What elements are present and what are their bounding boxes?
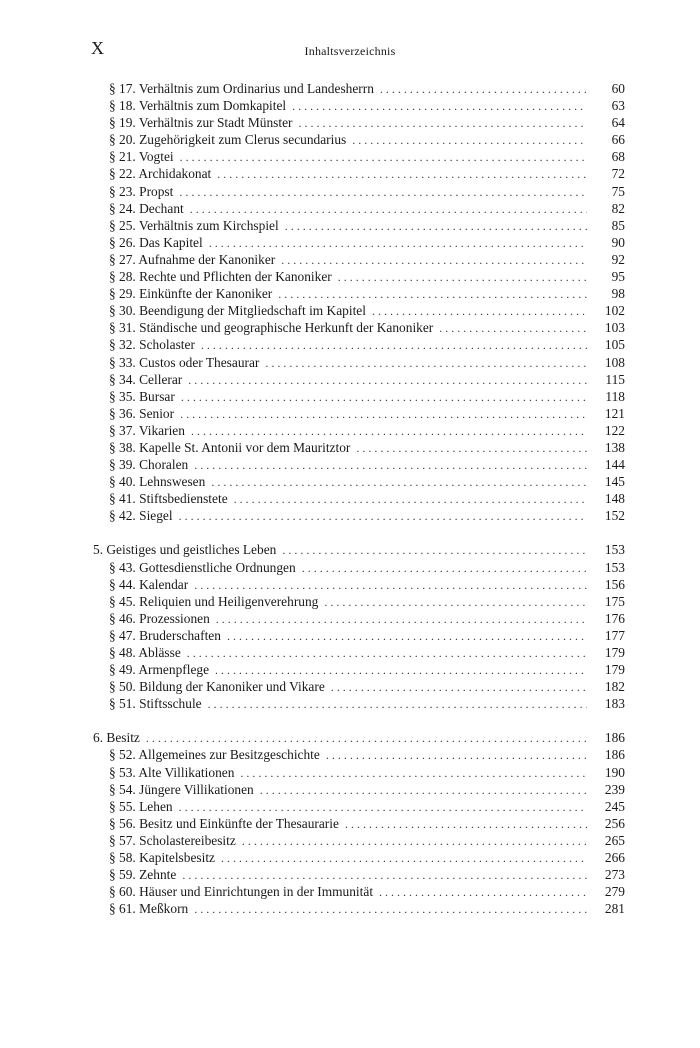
toc-entry-label: § 45. Reliquien und Heiligenverehrung: [109, 593, 319, 609]
dot-leader: [326, 747, 587, 764]
toc-entry: [93, 661, 625, 678]
toc-entry-page: 72: [611, 166, 625, 182]
dot-leader: [180, 149, 587, 166]
toc-entry-page: 256: [604, 815, 625, 831]
toc-entry-page: 183: [604, 696, 625, 712]
toc-entry-label: § 28. Rechte und Pflichten der Kanoniker: [109, 269, 332, 285]
dot-leader: [194, 577, 587, 594]
running-head: Inhaltsverzeichnis: [304, 44, 396, 58]
toc-entry-page: 175: [604, 593, 625, 609]
toc-entry: [93, 336, 625, 353]
toc-entry-label: § 27. Aufnahme der Kanoniker: [109, 251, 276, 267]
toc-entry-label: § 55. Lehen: [109, 798, 173, 814]
toc-entry-page: 66: [611, 132, 625, 148]
toc-entry-label: § 50. Bildung der Kanoniker und Vikare: [109, 679, 325, 695]
toc-entry-label: § 41. Stiftsbedienstete: [109, 491, 228, 507]
toc-entry-page: 105: [604, 337, 625, 353]
dot-leader: [285, 218, 587, 235]
dot-leader: [182, 867, 587, 884]
dot-leader: [188, 372, 587, 389]
dot-leader: [356, 440, 587, 457]
dot-leader: [379, 884, 587, 901]
toc-entry: [93, 559, 625, 576]
table-of-contents: [93, 80, 625, 917]
dot-leader: [292, 98, 587, 115]
toc-entry-page: 179: [604, 645, 625, 660]
toc-entry: [93, 285, 625, 302]
toc-section-heading: [93, 729, 625, 746]
toc-entry-label: § 53. Alte Villikationen: [109, 764, 235, 780]
toc-entry-label: § 35. Bursar: [109, 388, 175, 404]
toc-entry-label: § 34. Cellerar: [109, 371, 183, 387]
toc-entry: [93, 832, 625, 849]
toc-entry-page: 60: [611, 81, 625, 96]
toc-entry: [93, 695, 625, 712]
toc-entry: [93, 371, 625, 388]
toc-entry-page: 82: [611, 200, 625, 216]
toc-entry: [93, 405, 625, 422]
toc-entry-label: § 48. Ablässe: [109, 645, 181, 660]
page-number: X: [91, 38, 105, 58]
toc-entry: [93, 148, 625, 165]
toc-entry: [93, 114, 625, 131]
dot-leader: [179, 508, 587, 525]
toc-entry: [93, 507, 625, 524]
toc-entry-page: 179: [604, 662, 625, 678]
dot-leader: [345, 816, 587, 833]
dot-leader: [439, 320, 587, 337]
toc-entry: [93, 302, 625, 319]
dot-leader: [201, 337, 587, 354]
toc-section-title: 6. Besitz: [93, 730, 140, 746]
dot-leader: [282, 542, 587, 559]
toc-entry: [93, 593, 625, 610]
toc-entry-page: 152: [604, 508, 625, 524]
toc-entry-page: 245: [604, 798, 625, 814]
toc-entry-page: 144: [604, 457, 625, 473]
toc-entry-label: § 24. Dechant: [109, 200, 184, 216]
toc-entry: [93, 866, 625, 883]
toc-entry: [93, 354, 625, 371]
toc-entry-page: 273: [604, 867, 625, 883]
toc-entry-page: 239: [604, 781, 625, 797]
toc-entry-page: 63: [611, 98, 625, 114]
toc-entry: [93, 781, 625, 798]
toc-entry-page: 102: [604, 303, 625, 319]
toc-entry-page: 145: [604, 474, 625, 490]
toc-entry: [93, 576, 625, 593]
toc-entry-label: § 26. Das Kapitel: [109, 234, 203, 250]
toc-entry: [93, 183, 625, 200]
toc-entry-page: 190: [604, 764, 625, 780]
dot-leader: [242, 833, 587, 850]
toc-entry-label: § 39. Choralen: [109, 457, 189, 473]
dot-leader: [324, 594, 587, 611]
section-gap: [93, 712, 625, 729]
dot-leader: [227, 628, 587, 645]
toc-entry-label: § 52. Allgemeines zur Besitzgeschichte: [109, 747, 320, 763]
dot-leader: [215, 662, 587, 679]
toc-entry-label: § 25. Verhältnis zum Kirchspiel: [109, 217, 279, 233]
toc-entry-label: § 56. Besitz und Einkünfte der Thesaurarie: [109, 815, 339, 831]
toc-entry: [93, 473, 625, 490]
toc-entry: [93, 131, 625, 148]
toc-entry-page: 186: [604, 747, 625, 763]
dot-leader: [194, 901, 587, 918]
toc-entry: [93, 319, 625, 336]
toc-entry: [93, 200, 625, 217]
toc-entry-page: 92: [611, 251, 625, 267]
toc-entry-label: § 40. Lehnswesen: [109, 474, 206, 490]
toc-entry: [93, 422, 625, 439]
toc-entry-page: 68: [611, 149, 625, 165]
toc-entry-page: 182: [604, 679, 625, 695]
toc-entry: [93, 746, 625, 763]
toc-entry-label: § 61. Meßkorn: [109, 901, 189, 917]
toc-entry-page: 122: [604, 422, 625, 438]
toc-entry-page: 138: [604, 439, 625, 455]
toc-entry-page: 75: [611, 183, 625, 199]
toc-entry-label: § 30. Beendigung der Mitgliedschaft im Kapitel: [109, 303, 366, 319]
dot-leader: [278, 286, 587, 303]
toc-entry-page: 118: [605, 388, 625, 404]
toc-entry: [93, 900, 625, 917]
toc-entry-label: § 38. Kapelle St. Antonii vor dem Mauritztor: [109, 439, 351, 455]
toc-entry-label: § 46. Prozessionen: [109, 610, 210, 626]
dot-leader: [187, 645, 587, 662]
toc-entry-label: § 57. Scholastereibesitz: [109, 832, 236, 848]
toc-entry-page: 64: [611, 115, 625, 131]
dot-leader: [338, 269, 587, 286]
toc-entry: [93, 490, 625, 507]
toc-entry-page: 103: [604, 320, 625, 336]
toc-entry-label: § 44. Kalendar: [109, 576, 189, 592]
toc-entry-label: § 36. Senior: [109, 405, 175, 421]
toc-section-title: 5. Geistiges und geistliches Leben: [93, 542, 277, 558]
toc-entry-page: 98: [611, 286, 625, 302]
dot-leader: [265, 355, 587, 372]
toc-entry-page: 121: [604, 405, 625, 421]
toc-entry-page: 85: [611, 217, 625, 233]
toc-entry: [93, 217, 625, 234]
toc-entry: [93, 234, 625, 251]
dot-leader: [234, 491, 587, 508]
toc-entry-page: 279: [604, 884, 625, 900]
toc-entry-label: § 37. Vikarien: [109, 422, 185, 438]
dot-leader: [209, 235, 587, 252]
toc-entry-label: § 49. Armenpflege: [109, 662, 210, 678]
toc-entry-label: § 32. Scholaster: [109, 337, 195, 353]
toc-section-heading: [93, 541, 625, 558]
dot-leader: [190, 201, 587, 218]
toc-entry-page: 115: [605, 371, 625, 387]
toc-entry: [93, 883, 625, 900]
toc-section-page: 186: [604, 730, 625, 746]
toc-entry-page: 148: [604, 491, 625, 507]
dot-leader: [194, 457, 587, 474]
toc-entry-label: § 54. Jüngere Villikationen: [109, 781, 254, 797]
toc-entry-label: § 42. Siegel: [109, 508, 173, 524]
toc-entry-label: § 21. Vogtei: [109, 149, 174, 165]
dot-leader: [180, 406, 587, 423]
toc-entry-page: 108: [604, 354, 625, 370]
dot-leader: [372, 303, 587, 320]
dot-leader: [221, 850, 587, 867]
toc-entry-label: § 51. Stiftsschule: [109, 696, 202, 712]
toc-section-page: 153: [604, 542, 625, 558]
dot-leader: [211, 474, 587, 491]
dot-leader: [331, 679, 587, 696]
dot-leader: [240, 765, 587, 782]
dot-leader: [380, 81, 587, 98]
toc-entry: [93, 678, 625, 695]
toc-entry: [93, 764, 625, 781]
toc-entry-page: 265: [604, 832, 625, 848]
toc-entry-label: § 18. Verhältnis zum Domkapitel: [109, 98, 287, 114]
toc-entry-page: 266: [604, 850, 625, 866]
toc-entry-label: § 17. Verhältnis zum Ordinarius und Landesherrn: [109, 81, 374, 96]
toc-entry: [93, 627, 625, 644]
dot-leader: [179, 184, 587, 201]
toc-entry-label: § 59. Zehnte: [109, 867, 177, 883]
toc-entry-page: 153: [604, 559, 625, 575]
toc-entry-label: § 43. Gottesdienstliche Ordnungen: [109, 559, 296, 575]
toc-entry-label: § 31. Ständische und geographische Herkunft der Kanoniker: [109, 320, 434, 336]
toc-entry-label: § 22. Archidakonat: [109, 166, 212, 182]
dot-leader: [302, 560, 587, 577]
dot-leader: [281, 252, 587, 269]
toc-entry-page: 90: [611, 234, 625, 250]
toc-entry: [93, 815, 625, 832]
toc-entry: [93, 388, 625, 405]
toc-entry-label: § 20. Zugehörigkeit zum Clerus secundarius: [109, 132, 347, 148]
toc-entry-page: 95: [611, 269, 625, 285]
toc-entry: [93, 610, 625, 627]
dot-leader: [260, 782, 587, 799]
dot-leader: [298, 115, 587, 132]
toc-entry-label: § 47. Bruderschaften: [109, 627, 221, 643]
toc-entry: [93, 268, 625, 285]
toc-entry: [93, 251, 625, 268]
toc-entry-page: 156: [604, 576, 625, 592]
dot-leader: [179, 799, 587, 816]
section-gap: [93, 524, 625, 541]
toc-entry: [93, 644, 625, 661]
dot-leader: [216, 611, 587, 628]
toc-entry-label: § 33. Custos oder Thesaurar: [109, 354, 260, 370]
toc-entry-page: 176: [604, 610, 625, 626]
dot-leader: [146, 730, 587, 747]
toc-entry-label: § 19. Verhältnis zur Stadt Münster: [109, 115, 293, 131]
toc-entry: [93, 97, 625, 114]
dot-leader: [208, 696, 587, 713]
toc-entry-page: 177: [604, 627, 625, 643]
toc-entry-label: § 58. Kapitelsbesitz: [109, 850, 215, 866]
dot-leader: [352, 132, 587, 149]
toc-entry: [93, 849, 625, 866]
toc-entry-label: § 60. Häuser und Einrichtungen in der Immunität: [109, 884, 374, 900]
toc-entry: [93, 80, 625, 97]
toc-entry: [93, 439, 625, 456]
toc-entry-label: § 29. Einkünfte der Kanoniker: [109, 286, 273, 302]
toc-entry: [93, 456, 625, 473]
toc-entry-page: 281: [604, 901, 625, 917]
dot-leader: [181, 389, 587, 406]
dot-leader: [217, 166, 587, 183]
dot-leader: [191, 423, 587, 440]
toc-entry-label: § 23. Propst: [109, 183, 174, 199]
toc-entry: [93, 165, 625, 182]
toc-entry: [93, 798, 625, 815]
